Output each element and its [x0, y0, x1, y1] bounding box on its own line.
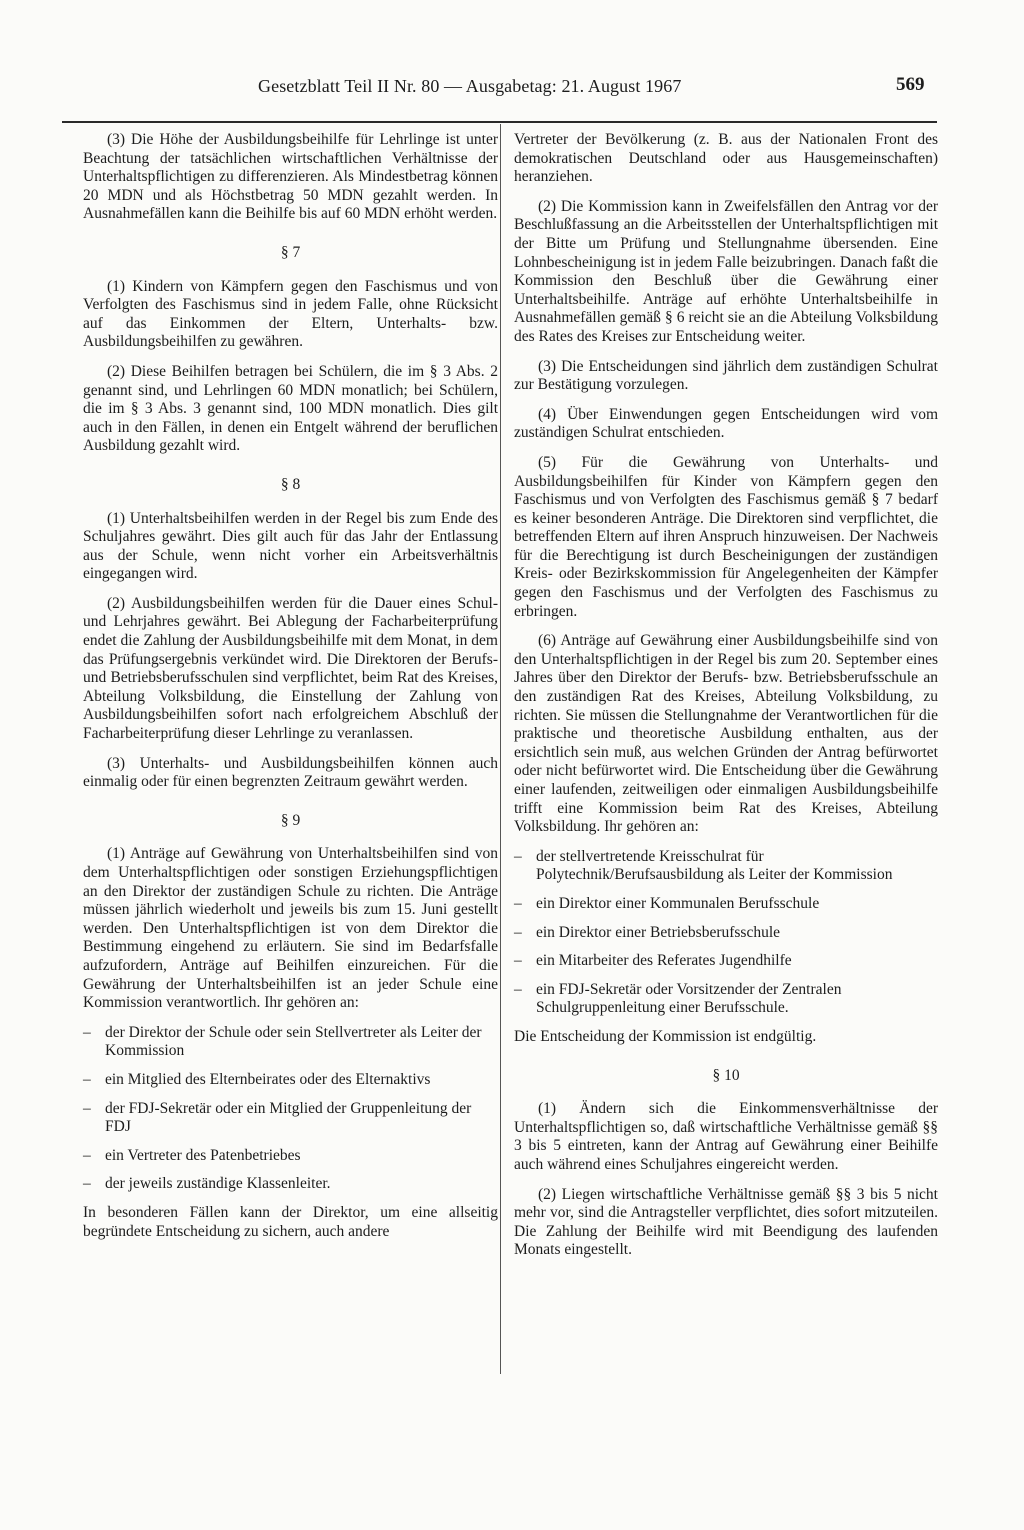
- list-item: – ein Direktor einer Kommunalen Berufsschule: [514, 895, 938, 914]
- list-item: – der jeweils zuständige Klassenleiter.: [83, 1175, 498, 1194]
- section-7-heading: § 7: [280, 243, 301, 261]
- page-number: 569: [896, 74, 925, 95]
- paragraph-7-1: (1) Kindern von Kämpfern gegen den Faschismus und von Verfolgten des Faschismus sind in jedem Falle, ohne Rücksicht auf das Einkommen der Eltern, Unterhalts- bzw. Ausbildungsbeihilfen zu gewähren.: [83, 277, 498, 351]
- list-item: – ein Direktor einer Betriebsberufsschule: [514, 924, 938, 943]
- district-commission-members-list: [514, 848, 938, 1018]
- list-item: – ein FDJ-Sekretär oder Vorsitzender der Zentralen Schulgruppenleitung einer Berufsschule.: [514, 981, 938, 1018]
- paragraph-10-1: (1) Ändern sich die Einkommensverhältnisse der Unterhaltspflichtigen so, daß wirtschaftliche Verhältnisse gemäß §§ 3 bis 5 eintreten, kann der Antrag auf Gewährung einer Beihilfe auch während eines Schuljahres eingereicht werden.: [514, 1100, 938, 1173]
- paragraph-9-4: (4) Über Einwendungen gegen Entscheidungen wird vom zuständigen Schulrat entschieden.: [514, 405, 938, 442]
- paragraph-7-2: (2) Diese Beihilfen betragen bei Schülern, die im § 3 Abs. 2 genannt sind, und Lehrlingen 60 MDN monatlich; bei Schülern, die im § 3 Abs. 3 genannt sind, 100 MDN monatlich. Dies gilt auch in den Fällen, in denen ein Entgelt während der beruflichen Ausbildung gezahlt wird.: [83, 362, 498, 455]
- paragraph-9-1: (1) Anträge auf Gewährung von Unterhaltsbeihilfen sind von dem Unterhaltspflichtigen oder sonstigen Erziehungspflichtigen an den Direktor der zuständigen Schule zu richten. Die Anträge müssen jährlich wiederholt und jeweils bis zum 15. Juni gestellt werden. Den Unterhaltspflichtigen ist von dem Direktor die Bestimmung eingehend zu erläutern. Sie sind im Bedarfsfalle aufzufordern, Anträge auf Beihilfen einzureichen. Für die Gewährung der Unterhaltsbeihilfen ist an jeder Schule eine Kommission verantwortlich. Ihr gehören an:: [83, 845, 498, 1012]
- section-9-heading: § 9: [280, 811, 301, 829]
- list-item: – der stellvertretende Kreisschulrat für Polytechnik/Berufsausbildung als Leiter der Kommission: [514, 848, 938, 885]
- left-column: [83, 131, 498, 1252]
- list-item: – der Direktor der Schule oder sein Stellvertreter als Leiter der Kommission: [83, 1024, 498, 1061]
- paragraph-9-3: (3) Die Entscheidungen sind jährlich dem zuständigen Schulrat zur Bestätigung vorzulegen.: [514, 357, 938, 394]
- paragraph-10-2: (2) Liegen wirtschaftliche Verhältnisse gemäß §§ 3 bis 5 nicht mehr vor, sind die Antragsteller verpflichtet, dies sofort mitzuteilen. Die Zahlung der Beihilfe wird mit Beendigung des laufenden Monats eingestellt.: [514, 1185, 938, 1259]
- running-title: Gesetzblatt Teil II Nr. 80 — Ausgabetag: 21. August 1967: [258, 76, 682, 96]
- right-column: [514, 131, 938, 1271]
- paragraph-8-1: (1) Unterhaltsbeihilfen werden in der Regel bis zum Ende des Schuljahres gewährt. Dies gilt auch für das Jahr der Entlassung aus der Schule, wenn nicht vorher ein Arbeitsverhältnis eingegangen wird.: [83, 509, 498, 583]
- final-decision-text: Die Entscheidung der Kommission ist endgültig.: [514, 1027, 817, 1045]
- list-item: – ein Mitarbeiter des Referates Jugendhilfe: [514, 952, 938, 971]
- paragraph-8-3: (3) Unterhalts- und Ausbildungsbeihilfen können auch einmalig oder für einen begrenzten Zeitraum gewährt werden.: [83, 754, 498, 791]
- section-10-heading: § 10: [712, 1066, 740, 1084]
- list-item: – ein Mitglied des Elternbeirates oder des Elternaktivs: [83, 1071, 498, 1090]
- section-8-heading: § 8: [280, 475, 301, 493]
- list-item: – der FDJ-Sekretär oder ein Mitglied der Gruppenleitung der FDJ: [83, 1100, 498, 1137]
- header-rule: [62, 121, 937, 123]
- paragraph-6-3: (3) Die Höhe der Ausbildungsbeihilfe für Lehrlinge ist unter Beachtung der tatsächlichen wirtschaftlichen Verhältnisse der Unterhaltspflichtigen zu differenzieren. Als Mindestbetrag können 20 MDN und als Höchstbetrag 50 MDN gezahlt werden. In Ausnahmefällen kann die Beihilfe bis auf 60 MDN erhöht werden.: [83, 131, 498, 223]
- paragraph-9-2: (2) Die Kommission kann in Zweifelsfällen den Antrag vor der Beschlußfassung an die Arbeitsstellen der Unterhaltspflichtigen mit der Bitte um Prüfung und Stellungnahme übersenden. Eine Lohnbescheinigung ist in jedem Falle beizubringen. Danach faßt die Kommission den Beschluß über die Gewährung einer Unterhaltsbeihilfe. Anträge auf erhöhte Unterhaltsbeihilfe in Ausnahmefällen gemäß § 6 reicht sie an die Abteilung Volksbildung des Rates des Kreises zur Entscheidung weiter.: [514, 197, 938, 345]
- paragraph-9-closing: In besonderen Fällen kann der Direktor, um eine allseitig begründete Entscheidung zu sichern, auch andere: [83, 1203, 498, 1240]
- paragraph-9-6: (6) Anträge auf Gewährung einer Ausbildungsbeihilfe sind von den Unterhaltspflichtigen in der Regel bis zum 20. September eines Jahres über den Direktor der Berufs- bzw. Betriebsberufsschule an den zuständigen Rat des Kreises, Abteilung Volksbildung, zu richten. Sie müssen die Stellungnahme der Verantwortlichen für die praktische und theoretische Ausbildung enthalten, aus der ersichtlich sein muß, aus welchen Gründen der Antrag befürwortet oder nicht befürwortet wird. Die Entscheidung über die Gewährung einer laufenden, zeitweiligen oder einmaligen Ausbildungsbeihilfe trifft eine Kommission beim Rat des Kreises, Abteilung Volksbildung. Ihr gehören an:: [514, 632, 938, 836]
- column-divider: [500, 124, 501, 1374]
- list-item: – ein Vertreter des Patenbetriebes: [83, 1147, 498, 1166]
- paragraph-9-continuation: Vertreter der Bevölkerung (z. B. aus der Nationalen Front des demokratischen Deutschland oder aus Hausgemeinschaften) heranziehen.: [514, 131, 938, 186]
- paragraph-8-2: (2) Ausbildungsbeihilfen werden für die Dauer eines Schul- und Lehrjahres gewährt. Bei Ablegung der Facharbeiterprüfung endet die Zahlung der Ausbildungsbeihilfe mit dem Monat, in dem das Prüfungsergebnis verkündet wird. Die Direktoren der Berufs- und Betriebsberufsschulen sind verpflichtet, beim Rat des Kreises, Abteilung Volksbildung, die Einstellung der Zahlung von Ausbildungsbeihilfen sofort nach erfolgreichem Abschluß der Facharbeiterprüfung dieser Lehrlinge zu veranlassen.: [83, 594, 498, 743]
- paragraph-9-5: (5) Für die Gewährung von Unterhalts- und Ausbildungsbeihilfen für Kinder von Kämpfern gegen den Faschismus und von Verfolgten des Faschismus gemäß § 7 bedarf es keiner besonderen Anträge. Die Direktoren sind verpflichtet, die betreffenden Eltern auf ihren Anspruch hinzuweisen. Der Nachweis für die Berechtigung ist durch Bescheinigungen der zuständigen Kreis- oder Bezirkskommission für Angelegenheiten der Kämpfer gegen den Faschismus und der Verfolgten des Faschismus zu erbringen.: [514, 453, 938, 620]
- commission-members-list: [83, 1024, 498, 1194]
